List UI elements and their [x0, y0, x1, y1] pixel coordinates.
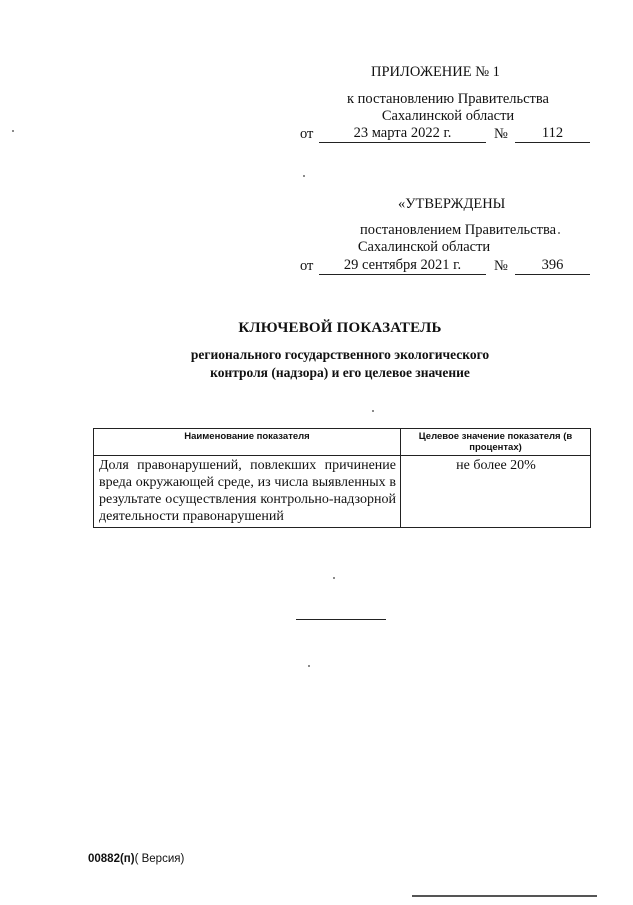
approved-date-prefix: от [300, 258, 314, 274]
scan-speck [303, 175, 305, 177]
table-header-row [94, 429, 591, 456]
closing-separator [296, 619, 386, 620]
document-code: 00882(п) [88, 853, 135, 865]
header-indicator-name: Наименование показателя [94, 429, 401, 456]
appendix-title: ПРИЛОЖЕНИЕ № 1 [371, 64, 500, 80]
document-subtitle-line2: контроля (надзора) и его целевое значение [210, 365, 470, 380]
approved-resolution-line: постановлением Правительства [359, 222, 557, 238]
target-value-cell: не более 20% [401, 456, 591, 528]
document-subtitle-line1: регионального государственного экологического [190, 347, 490, 362]
scan-speck [372, 410, 374, 412]
appendix-resolution-line: к постановлению Правительства [347, 91, 549, 107]
key-indicator-table [93, 428, 591, 528]
appendix-region-line: Сахалинской области [381, 108, 515, 124]
approved-title: «УТВЕРЖДЕНЫ [398, 196, 506, 212]
appendix-number-sign: № [494, 126, 508, 142]
scan-speck [12, 130, 14, 132]
scan-edge-line [412, 895, 597, 897]
approved-region-line: Сахалинской области [357, 239, 491, 255]
scan-speck [333, 577, 335, 579]
approved-number-sign: № [494, 258, 508, 274]
appendix-date-prefix: от [300, 126, 314, 142]
document-title: КЛЮЧЕВОЙ ПОКАЗАТЕЛЬ [238, 320, 442, 336]
scan-speck [308, 665, 310, 667]
indicator-name-cell: Доля правонарушений, повлекших причинение вреда окружающей среде, из числа выявленных в результате осуществления контрольно-надзорной деятельности правонарушений [94, 456, 401, 528]
approved-date: 29 сентября 2021 г. [319, 256, 486, 275]
appendix-date: 23 марта 2022 г. [319, 124, 486, 143]
document-footer [88, 853, 184, 865]
scan-speck [558, 232, 560, 234]
appendix-number: 112 [515, 124, 590, 143]
approved-number: 396 [515, 256, 590, 275]
table-row [94, 456, 591, 528]
header-target-value: Целевое значение показателя (в процентах) [401, 429, 591, 456]
document-version: ( Версия) [134, 853, 185, 865]
